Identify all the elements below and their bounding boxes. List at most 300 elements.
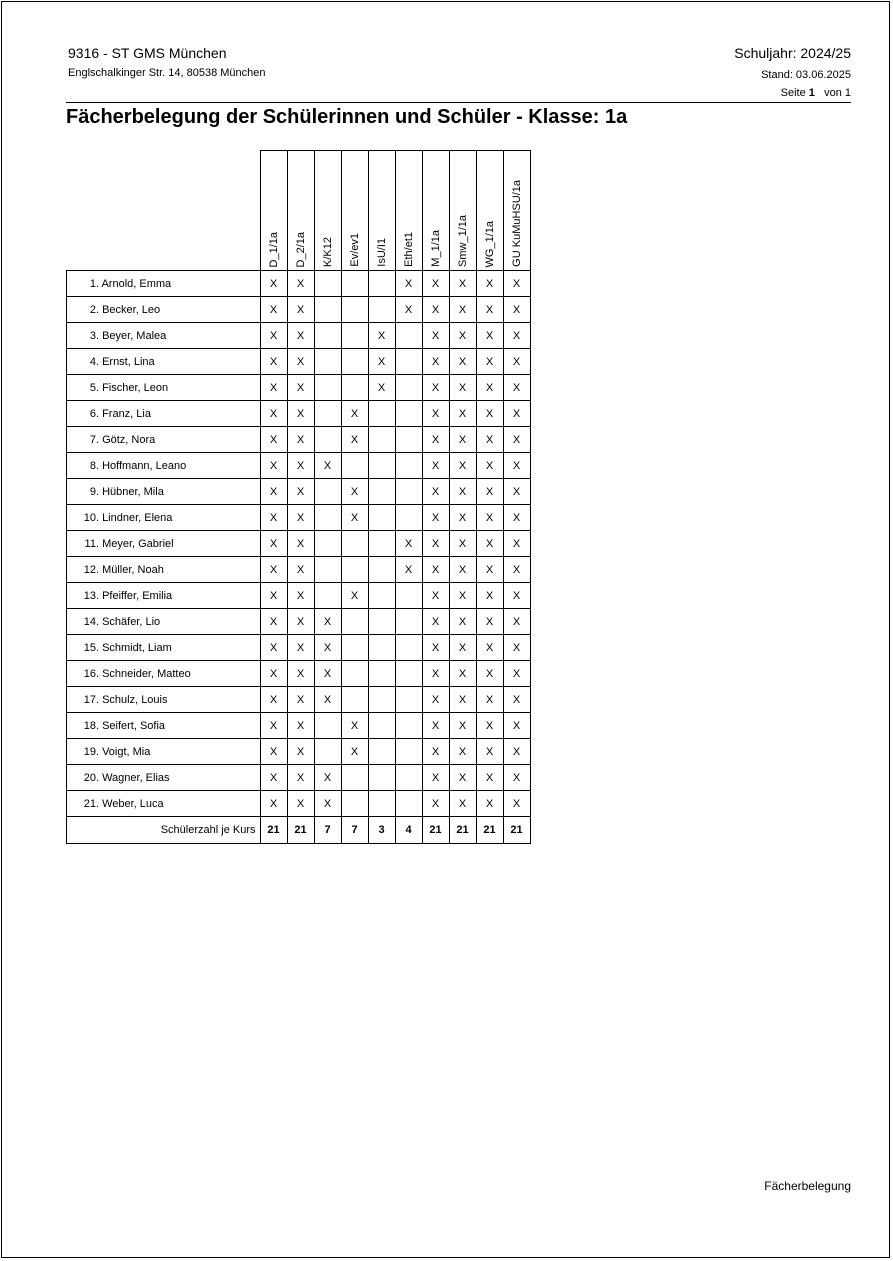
student-name-cell bbox=[67, 427, 261, 453]
enrollment-cell bbox=[395, 479, 422, 505]
student-name: Hoffmann, Leano bbox=[102, 459, 187, 472]
student-number: 8. bbox=[89, 459, 99, 472]
enrollment-cell: X bbox=[449, 401, 476, 427]
enrollment-cell: X bbox=[287, 297, 314, 323]
subject-header bbox=[314, 151, 341, 271]
enrollment-cell: X bbox=[449, 713, 476, 739]
enrollment-cell bbox=[368, 765, 395, 791]
enrollment-cell: X bbox=[476, 791, 503, 817]
enrollment-cell: X bbox=[476, 323, 503, 349]
enrollment-cell bbox=[395, 505, 422, 531]
student-number: 4. bbox=[89, 355, 99, 368]
enrollment-cell bbox=[341, 635, 368, 661]
student-number: 19. bbox=[83, 745, 99, 758]
enrollment-cell: X bbox=[341, 427, 368, 453]
enrollment-cell: X bbox=[260, 557, 287, 583]
enrollment-cell bbox=[314, 401, 341, 427]
table-row bbox=[67, 297, 531, 323]
enrollment-cell bbox=[368, 609, 395, 635]
enrollment-cell: X bbox=[287, 765, 314, 791]
table-row bbox=[67, 609, 531, 635]
total-count-cell: 21 bbox=[503, 817, 530, 844]
enrollment-cell: X bbox=[287, 323, 314, 349]
table-row bbox=[67, 349, 531, 375]
enrollment-cell: X bbox=[287, 713, 314, 739]
enrollment-cell: X bbox=[287, 791, 314, 817]
enrollment-cell bbox=[368, 739, 395, 765]
enrollment-cell: X bbox=[260, 427, 287, 453]
enrollment-cell: X bbox=[503, 557, 530, 583]
student-number: 13. bbox=[83, 589, 99, 602]
table-row bbox=[67, 635, 531, 661]
enrollment-cell: X bbox=[260, 375, 287, 401]
student-rows bbox=[67, 271, 531, 844]
enrollment-cell bbox=[368, 687, 395, 713]
enrollment-cell: X bbox=[503, 739, 530, 765]
page-number: 1 bbox=[808, 87, 815, 99]
table-row bbox=[67, 765, 531, 791]
enrollment-cell: X bbox=[395, 271, 422, 297]
subject-header bbox=[449, 151, 476, 271]
total-count-cell: 21 bbox=[422, 817, 449, 844]
student-name-cell bbox=[67, 453, 261, 479]
enrollment-cell: X bbox=[422, 453, 449, 479]
enrollment-cell: X bbox=[287, 635, 314, 661]
enrollment-cell: X bbox=[368, 375, 395, 401]
student-number: 9. bbox=[89, 485, 99, 498]
enrollment-cell: X bbox=[503, 505, 530, 531]
student-name: Beyer, Malea bbox=[102, 329, 167, 342]
enrollment-cell: X bbox=[449, 349, 476, 375]
student-name-cell bbox=[67, 531, 261, 557]
enrollment-cell bbox=[314, 557, 341, 583]
enrollment-cell bbox=[395, 739, 422, 765]
enrollment-cell: X bbox=[287, 375, 314, 401]
enrollment-cell: X bbox=[260, 453, 287, 479]
enrollment-cell: X bbox=[314, 791, 341, 817]
student-name: Müller, Noah bbox=[102, 563, 164, 576]
student-number: 6. bbox=[89, 407, 99, 420]
enrollment-cell bbox=[368, 505, 395, 531]
enrollment-cell: X bbox=[341, 505, 368, 531]
enrollment-cell bbox=[368, 661, 395, 687]
enrollment-cell: X bbox=[287, 479, 314, 505]
student-name: Wagner, Elias bbox=[102, 771, 170, 784]
enrollment-cell: X bbox=[422, 479, 449, 505]
enrollment-cell: X bbox=[260, 531, 287, 557]
student-name-cell bbox=[67, 297, 261, 323]
subject-label: Ev/ev1 bbox=[348, 233, 361, 267]
footer-label: Fächerbelegung bbox=[764, 1179, 851, 1193]
enrollment-cell: X bbox=[422, 427, 449, 453]
subject-header bbox=[503, 151, 530, 271]
table-row bbox=[67, 401, 531, 427]
enrollment-cell: X bbox=[341, 401, 368, 427]
enrollment-cell: X bbox=[503, 271, 530, 297]
enrollment-cell: X bbox=[314, 765, 341, 791]
subject-label: Smw_1/1a bbox=[456, 215, 469, 267]
enrollment-cell bbox=[341, 349, 368, 375]
enrollment-cell: X bbox=[449, 791, 476, 817]
enrollment-cell bbox=[341, 297, 368, 323]
enrollment-cell bbox=[314, 583, 341, 609]
student-number: 20. bbox=[83, 771, 99, 784]
student-name-cell bbox=[67, 687, 261, 713]
enrollment-cell: X bbox=[422, 661, 449, 687]
subject-header bbox=[395, 151, 422, 271]
enrollment-cell: X bbox=[422, 349, 449, 375]
enrollment-cell: X bbox=[422, 609, 449, 635]
school-address: Englschalkinger Str. 14, 80538 München bbox=[68, 67, 266, 79]
enrollment-cell: X bbox=[449, 739, 476, 765]
student-name-cell bbox=[67, 609, 261, 635]
school-name: 9316 - ST GMS München bbox=[68, 45, 227, 61]
enrollment-cell bbox=[368, 453, 395, 479]
enrollment-cell: X bbox=[422, 791, 449, 817]
enrollment-cell: X bbox=[476, 687, 503, 713]
enrollment-cell: X bbox=[503, 297, 530, 323]
subject-label: D_2/1a bbox=[294, 231, 307, 267]
student-name-cell bbox=[67, 271, 261, 297]
enrollment-cell bbox=[395, 349, 422, 375]
enrollment-cell: X bbox=[287, 609, 314, 635]
enrollment-cell bbox=[395, 427, 422, 453]
student-number: 15. bbox=[83, 641, 99, 654]
total-count-cell: 21 bbox=[476, 817, 503, 844]
enrollment-cell: X bbox=[422, 765, 449, 791]
enrollment-cell: X bbox=[449, 375, 476, 401]
enrollment-cell bbox=[368, 479, 395, 505]
enrollment-cell: X bbox=[503, 609, 530, 635]
total-count-cell: 4 bbox=[395, 817, 422, 844]
enrollment-cell: X bbox=[260, 635, 287, 661]
subject-label: M_1/1a bbox=[429, 230, 442, 267]
table-row bbox=[67, 323, 531, 349]
student-name: Götz, Nora bbox=[102, 433, 156, 446]
enrollment-cell bbox=[395, 401, 422, 427]
enrollment-cell: X bbox=[503, 531, 530, 557]
enrollment-cell: X bbox=[449, 271, 476, 297]
enrollment-cell: X bbox=[449, 453, 476, 479]
enrollment-cell: X bbox=[260, 271, 287, 297]
enrollment-cell: X bbox=[314, 609, 341, 635]
student-number: 1. bbox=[89, 277, 99, 290]
enrollment-cell: X bbox=[449, 583, 476, 609]
enrollment-cell bbox=[368, 427, 395, 453]
student-number: 5. bbox=[89, 381, 99, 394]
subject-label: GU KuMuHSU/1a bbox=[510, 180, 523, 267]
enrollment-cell: X bbox=[260, 739, 287, 765]
enrollment-cell: X bbox=[422, 505, 449, 531]
student-name: Schäfer, Lio bbox=[102, 615, 161, 628]
enrollment-cell: X bbox=[314, 635, 341, 661]
enrollment-cell bbox=[314, 427, 341, 453]
enrollment-cell bbox=[395, 687, 422, 713]
student-number: 3. bbox=[89, 329, 99, 342]
student-number: 16. bbox=[83, 667, 99, 680]
enrollment-cell: X bbox=[422, 323, 449, 349]
page-title: Fächerbelegung der Schülerinnen und Schüler - Klasse: 1a bbox=[66, 106, 628, 128]
enrollment-cell bbox=[314, 271, 341, 297]
student-name-cell bbox=[67, 713, 261, 739]
student-name: Schulz, Louis bbox=[102, 693, 168, 706]
total-count-cell: 3 bbox=[368, 817, 395, 844]
enrollment-cell: X bbox=[449, 531, 476, 557]
enrollment-cell: X bbox=[503, 713, 530, 739]
table-row bbox=[67, 479, 531, 505]
enrollment-cell bbox=[395, 713, 422, 739]
student-name-cell bbox=[67, 401, 261, 427]
enrollment-cell: X bbox=[287, 531, 314, 557]
enrollment-cell: X bbox=[422, 713, 449, 739]
enrollment-cell: X bbox=[476, 505, 503, 531]
student-name: Becker, Leo bbox=[102, 303, 161, 316]
total-count-cell: 21 bbox=[260, 817, 287, 844]
table-row bbox=[67, 661, 531, 687]
enrollment-cell: X bbox=[422, 531, 449, 557]
enrollment-cell: X bbox=[503, 427, 530, 453]
enrollment-cell: X bbox=[422, 739, 449, 765]
enrollment-cell bbox=[341, 453, 368, 479]
enrollment-cell bbox=[395, 453, 422, 479]
enrollment-cell bbox=[314, 349, 341, 375]
enrollment-cell: X bbox=[476, 635, 503, 661]
student-name-cell bbox=[67, 557, 261, 583]
table-row bbox=[67, 427, 531, 453]
subject-header bbox=[341, 151, 368, 271]
enrollment-cell bbox=[314, 323, 341, 349]
enrollment-cell: X bbox=[476, 297, 503, 323]
enrollment-cell: X bbox=[476, 453, 503, 479]
enrollment-cell bbox=[368, 557, 395, 583]
enrollment-cell bbox=[368, 635, 395, 661]
enrollment-cell: X bbox=[341, 739, 368, 765]
enrollment-cell: X bbox=[476, 401, 503, 427]
enrollment-cell bbox=[341, 271, 368, 297]
enrollment-cell bbox=[341, 557, 368, 583]
enrollment-cell bbox=[314, 297, 341, 323]
enrollment-cell: X bbox=[260, 583, 287, 609]
totals-row bbox=[67, 817, 531, 844]
enrollment-cell bbox=[395, 791, 422, 817]
student-name-cell bbox=[67, 635, 261, 661]
enrollment-cell: X bbox=[287, 583, 314, 609]
enrollment-cell bbox=[368, 791, 395, 817]
table-row bbox=[67, 531, 531, 557]
enrollment-cell bbox=[341, 661, 368, 687]
enrollment-cell: X bbox=[503, 687, 530, 713]
enrollment-cell bbox=[368, 531, 395, 557]
stand-date: Stand: 03.06.2025 bbox=[761, 69, 851, 81]
student-name-cell bbox=[67, 323, 261, 349]
subject-header-row bbox=[67, 151, 531, 271]
student-number: 12. bbox=[83, 563, 99, 576]
enrollment-cell: X bbox=[422, 271, 449, 297]
student-number: 11. bbox=[84, 537, 99, 550]
enrollment-cell: X bbox=[395, 557, 422, 583]
enrollment-cell bbox=[395, 661, 422, 687]
enrollment-cell: X bbox=[476, 713, 503, 739]
enrollment-cell: X bbox=[503, 635, 530, 661]
enrollment-cell bbox=[314, 505, 341, 531]
header-divider bbox=[66, 102, 851, 103]
student-name: Weber, Luca bbox=[102, 797, 164, 810]
student-number: 17. bbox=[83, 693, 99, 706]
enrollment-cell: X bbox=[260, 349, 287, 375]
enrollment-cell: X bbox=[476, 739, 503, 765]
student-name-cell bbox=[67, 661, 261, 687]
student-name-cell bbox=[67, 791, 261, 817]
enrollment-cell: X bbox=[422, 557, 449, 583]
enrollment-cell: X bbox=[287, 661, 314, 687]
enrollment-cell: X bbox=[422, 401, 449, 427]
student-name: Lindner, Elena bbox=[102, 511, 173, 524]
enrollment-cell: X bbox=[422, 375, 449, 401]
enrollment-cell: X bbox=[260, 323, 287, 349]
enrollment-cell bbox=[395, 609, 422, 635]
table-row bbox=[67, 583, 531, 609]
enrollment-cell: X bbox=[260, 297, 287, 323]
enrollment-cell bbox=[314, 375, 341, 401]
enrollment-cell: X bbox=[341, 583, 368, 609]
enrollment-cell: X bbox=[449, 661, 476, 687]
enrollment-cell: X bbox=[449, 479, 476, 505]
enrollment-cell: X bbox=[476, 531, 503, 557]
student-number: 14. bbox=[83, 615, 99, 628]
enrollment-cell: X bbox=[260, 713, 287, 739]
table-row bbox=[67, 505, 531, 531]
enrollment-cell: X bbox=[260, 479, 287, 505]
enrollment-cell: X bbox=[503, 479, 530, 505]
enrollment-cell: X bbox=[314, 453, 341, 479]
enrollment-cell bbox=[314, 713, 341, 739]
enrollment-cell: X bbox=[503, 583, 530, 609]
table-row bbox=[67, 791, 531, 817]
header-blank-cell bbox=[67, 151, 261, 271]
student-number: 18. bbox=[83, 719, 99, 732]
enrollment-cell bbox=[341, 765, 368, 791]
enrollment-cell bbox=[314, 739, 341, 765]
page-prefix: Seite bbox=[780, 87, 809, 99]
subject-header bbox=[287, 151, 314, 271]
enrollment-cell: X bbox=[449, 609, 476, 635]
table-row bbox=[67, 687, 531, 713]
enrollment-cell: X bbox=[287, 505, 314, 531]
student-name-cell bbox=[67, 375, 261, 401]
total-count-cell: 7 bbox=[341, 817, 368, 844]
enrollment-cell: X bbox=[503, 349, 530, 375]
enrollment-cell bbox=[368, 271, 395, 297]
enrollment-cell bbox=[395, 375, 422, 401]
enrollment-cell: X bbox=[368, 349, 395, 375]
enrollment-cell: X bbox=[422, 297, 449, 323]
table-row bbox=[67, 713, 531, 739]
enrollment-cell: X bbox=[449, 557, 476, 583]
student-name: Schmidt, Liam bbox=[102, 641, 172, 654]
enrollment-cell bbox=[395, 323, 422, 349]
enrollment-cell: X bbox=[503, 791, 530, 817]
enrollment-cell: X bbox=[368, 323, 395, 349]
student-name: Pfeiffer, Emilia bbox=[102, 589, 173, 602]
school-year: Schuljahr: 2024/25 bbox=[734, 45, 851, 61]
enrollment-cell: X bbox=[260, 609, 287, 635]
enrollment-cell: X bbox=[476, 479, 503, 505]
enrollment-cell: X bbox=[503, 375, 530, 401]
enrollment-cell bbox=[368, 583, 395, 609]
enrollment-cell: X bbox=[476, 349, 503, 375]
enrollment-cell: X bbox=[341, 479, 368, 505]
page-suffix: von 1 bbox=[814, 87, 851, 99]
enrollment-cell: X bbox=[422, 635, 449, 661]
table-row bbox=[67, 375, 531, 401]
page-info bbox=[781, 87, 851, 99]
total-count-cell: 21 bbox=[287, 817, 314, 844]
enrollment-cell bbox=[368, 401, 395, 427]
enrollment-cell: X bbox=[449, 427, 476, 453]
enrollment-cell: X bbox=[422, 687, 449, 713]
subject-label: IsU/I1 bbox=[375, 238, 388, 267]
totals-label: Schülerzahl je Kurs bbox=[67, 817, 261, 844]
subject-allocation-table bbox=[66, 150, 531, 844]
enrollment-cell: X bbox=[260, 791, 287, 817]
enrollment-cell: X bbox=[260, 687, 287, 713]
enrollment-cell: X bbox=[395, 297, 422, 323]
enrollment-cell: X bbox=[476, 661, 503, 687]
table-row bbox=[67, 453, 531, 479]
student-name: Franz, Lia bbox=[102, 407, 151, 420]
enrollment-cell: X bbox=[287, 271, 314, 297]
enrollment-cell: X bbox=[476, 557, 503, 583]
enrollment-cell bbox=[314, 479, 341, 505]
student-name-cell bbox=[67, 739, 261, 765]
enrollment-cell bbox=[341, 791, 368, 817]
student-name: Schneider, Matteo bbox=[102, 667, 191, 680]
student-name: Voigt, Mia bbox=[102, 745, 151, 758]
subject-header bbox=[422, 151, 449, 271]
subject-label: D_1/1a bbox=[267, 231, 280, 267]
enrollment-cell: X bbox=[503, 661, 530, 687]
enrollment-cell: X bbox=[314, 661, 341, 687]
enrollment-cell bbox=[395, 765, 422, 791]
enrollment-cell bbox=[341, 609, 368, 635]
enrollment-cell bbox=[314, 531, 341, 557]
enrollment-cell bbox=[368, 297, 395, 323]
enrollment-cell: X bbox=[503, 453, 530, 479]
enrollment-cell bbox=[341, 687, 368, 713]
enrollment-cell: X bbox=[476, 427, 503, 453]
student-name: Arnold, Emma bbox=[101, 277, 172, 290]
enrollment-cell: X bbox=[314, 687, 341, 713]
enrollment-cell: X bbox=[287, 349, 314, 375]
enrollment-cell: X bbox=[449, 297, 476, 323]
enrollment-cell: X bbox=[395, 531, 422, 557]
table-row bbox=[67, 739, 531, 765]
student-number: 2. bbox=[89, 303, 99, 316]
enrollment-cell: X bbox=[476, 271, 503, 297]
enrollment-cell: X bbox=[341, 713, 368, 739]
enrollment-cell: X bbox=[260, 505, 287, 531]
student-name-cell bbox=[67, 765, 261, 791]
enrollment-cell: X bbox=[476, 583, 503, 609]
student-name: Fischer, Leon bbox=[102, 381, 169, 394]
student-number: 10. bbox=[83, 511, 99, 524]
subject-header bbox=[260, 151, 287, 271]
student-name-cell bbox=[67, 583, 261, 609]
enrollment-cell bbox=[395, 583, 422, 609]
enrollment-cell: X bbox=[476, 765, 503, 791]
enrollment-cell: X bbox=[503, 323, 530, 349]
enrollment-cell: X bbox=[476, 375, 503, 401]
